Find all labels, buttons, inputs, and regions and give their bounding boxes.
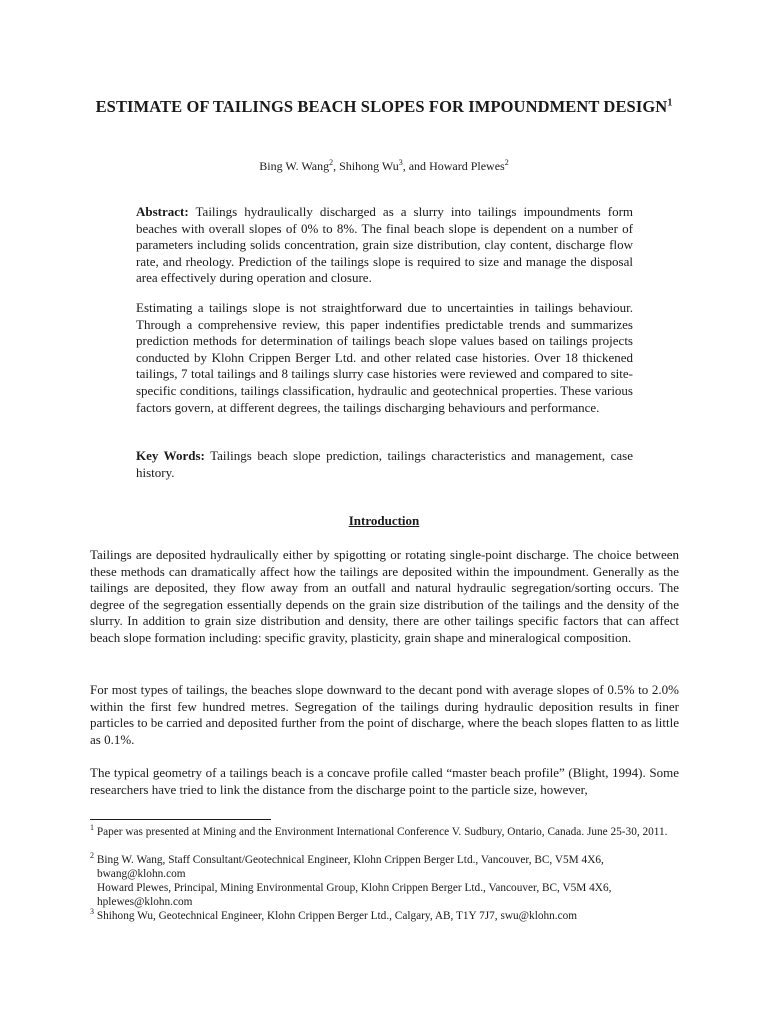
body-paragraph: Tailings are deposited hydraulically either by spigotting or rotating single-point discharge. The choice between these methods can dramatically affect how the tailings are deposited within the impoundment. Generally as the tailings are deposited, they flow away from an outfall and natural hydraulic segregation/sorting occurs. The degree of the segregation essentially depends on the grain size distribution of the tailings and the density of the slurry. In addition to grain size distribution and density, there are other tailings specific factors that can affect beach slope formation including: specific gravity, plasticity, grain shape and mineralogical composition.: [90, 547, 679, 645]
paper-title-text: ESTIMATE OF TAILINGS BEACH SLOPES FOR IMPOUNDMENT DESIGN: [95, 97, 668, 116]
footnote-email: bwang@klohn.com: [97, 868, 186, 881]
footnote-mark: 3: [90, 907, 94, 917]
footnote-email: hplewes@klohn.com: [97, 896, 193, 909]
footnote-text: Paper was presented at Mining and the Environment International Conference V. Sudbury, Ontario, Canada. June 25-30, 2011.: [96, 826, 668, 838]
footnote-mark: 1: [90, 823, 94, 833]
keywords-label: Key Words:: [136, 448, 205, 463]
keywords-paragraph: [136, 448, 633, 481]
abstract-label: Abstract:: [136, 204, 189, 219]
author-affiliation-mark: 2: [329, 158, 334, 167]
body-paragraph: The typical geometry of a tailings beach is a concave profile called “master beach profile” (Blight, 1994). Some researchers have tried to link the distance from the discharge point to the particle size, however,: [90, 765, 679, 797]
author-separator: , and: [402, 159, 430, 173]
author-affiliation-mark: 3: [398, 158, 403, 167]
paper-title: [90, 96, 678, 118]
footnote-2-continued: [90, 881, 679, 909]
author-name: Bing W. Wang: [259, 159, 330, 173]
footnote-mark: 2: [90, 851, 94, 861]
author-name: Howard Plewes: [429, 159, 505, 173]
abstract-text: Tailings hydraulically discharged as a slurry into tailings impoundments form beaches with overall slopes of 0% to 8%. The final beach slope is dependent on a number of parameters including solids concentration, grain size distribution, clay content, discharge flow rate, and rheology. Prediction of the tailings slope is required to size and manage the disposal area effectively during operation and closure.: [136, 204, 634, 286]
footnote-3: [90, 909, 679, 923]
abstract-paragraph: [136, 204, 633, 287]
footnote-2: [90, 853, 679, 881]
footnote-text: Howard Plewes, Principal, Mining Environmental Group, Klohn Crippen Berger Ltd., Vancouver, BC, V5M 4X6,: [97, 882, 612, 894]
author-affiliation-mark: 2: [504, 158, 509, 167]
author-list: [90, 158, 678, 174]
section-heading: [90, 512, 678, 530]
footnote-divider: [90, 819, 271, 820]
body-paragraph: For most types of tailings, the beaches slope downward to the decant pond with average slopes of 0.5% to 2.0% within the first few hundred metres. Segregation of the tailings during hydraulic deposition results in finer particles to be carried and deposited further from the point of discharge, where the beach slopes flatten to as little as 0.1%.: [90, 682, 679, 747]
title-footnote-mark: 1: [667, 97, 673, 109]
author-separator: ,: [333, 159, 340, 173]
keywords-text: Tailings beach slope prediction, tailings characteristics and management, case history.: [136, 448, 633, 480]
footnote-text: Bing W. Wang, Staff Consultant/Geotechnical Engineer, Klohn Crippen Berger Ltd., Vancouver, BC, V5M 4X6,: [96, 854, 604, 866]
footnote-1: [90, 825, 679, 839]
footnote-text: Shihong Wu, Geotechnical Engineer, Klohn Crippen Berger Ltd., Calgary, AB, T1Y 7J7, swu@klohn.com: [96, 910, 578, 922]
author-name: Shihong Wu: [339, 159, 399, 173]
abstract-paragraph-2: Estimating a tailings slope is not straightforward due to uncertainties in tailings behaviour. Through a comprehensive review, this paper indentifies predictable trends and summarizes prediction methods for determination of tailings beach slope values based on tailings projects conducted by Klohn Crippen Berger Ltd. and other related case histories. Over 18 thickened tailings, 7 total tailings and 8 tailings slurry case histories were reviewed and compared to site-specific conditions, tailings classification, hydraulic and geotechnical properties. These various factors govern, at different degrees, the tailings discharging behaviours and performance.: [136, 300, 633, 415]
section-heading-text: Introduction: [348, 513, 420, 528]
